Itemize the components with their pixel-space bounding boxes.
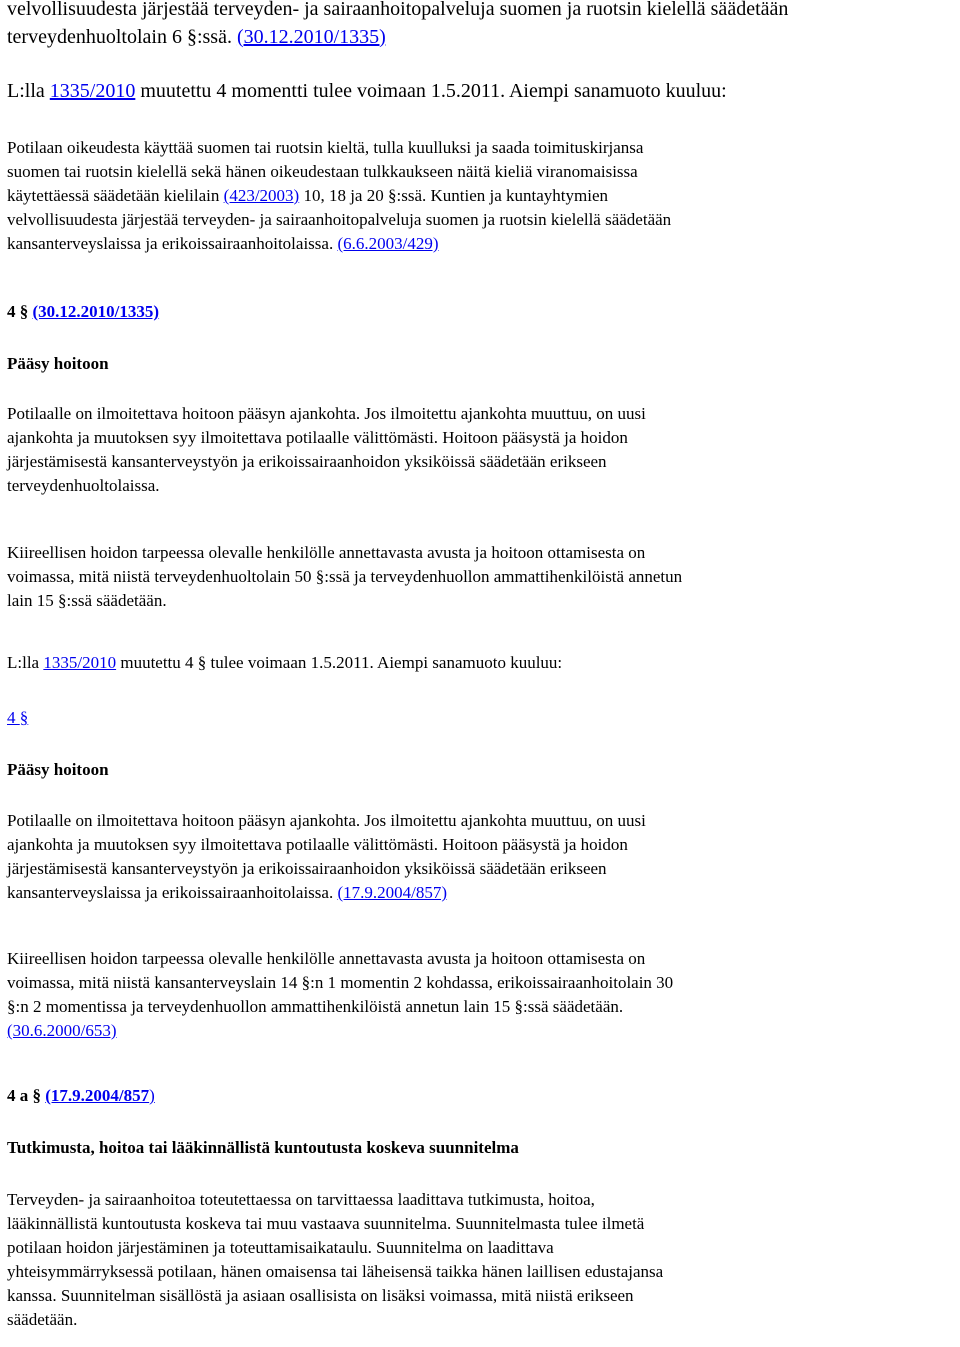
paragraph-urgent-care	[7, 541, 682, 613]
section-sign-icon: §	[19, 302, 29, 321]
section-link[interactable]: 4 §	[7, 708, 29, 727]
law-link[interactable]: (423/2003)	[223, 186, 300, 205]
law-link[interactable]: 1335/2010	[43, 653, 117, 672]
section-sign-icon: §	[514, 997, 524, 1016]
text-line	[7, 1019, 673, 1043]
text-line: ajankohta ja muutoksen syy ilmoitettava potilaalle välittömästi. Hoitoon pääsystä ja hoidon	[7, 835, 628, 854]
text-line: Potilaalle on ilmoitettava hoitoon pääsyn ajankohta. Jos ilmoitettu ajankohta muuttuu, on uusi	[7, 811, 646, 830]
old-section-number	[7, 706, 28, 730]
text-line: kanssa. Suunnitelman sisällöstä ja asiaan osallisista on lisäksi voimassa, mitä niistä erikseen	[7, 1286, 634, 1305]
paragraph-urgent-care-old	[7, 947, 673, 1043]
amendment-link[interactable]: (30.6.2000/653)	[7, 1021, 117, 1040]
text-line: L:lla 1335/2010 muutettu 4 momentti tulee voimaan 1.5.2011. Aiempi sanamuoto kuuluu:	[7, 80, 727, 102]
amendment-link[interactable]: (30.12.2010/1335)	[236, 25, 386, 48]
text-line: Potilaalle on ilmoitettava hoitoon pääsyn ajankohta. Jos ilmoitettu ajankohta muuttuu, on uusi	[7, 404, 646, 423]
text-line: järjestämisestä kansanterveystyön ja erikoissairaanhoidon yksiköissä säädetään erikseen	[7, 452, 607, 471]
text-line: yhteisymmärryksessä potilaan, hänen omaisensa tai läheisensä taikka hänen laillisen edustajansa	[7, 1262, 664, 1281]
amendment-link[interactable]: (6.6.2003/429)	[337, 234, 439, 253]
section-sign-icon: §	[301, 973, 311, 992]
amendment-note	[7, 651, 562, 675]
section-title: Pääsy hoitoon	[7, 760, 109, 779]
section-sign-icon: §	[19, 708, 29, 727]
paragraph-care-plan	[7, 1188, 663, 1332]
law-link[interactable]: 1335/2010	[49, 80, 136, 102]
paragraph-access-old	[7, 809, 646, 905]
text-line: Terveyden- ja sairaanhoitoa toteutettaessa on tarvittaessa laadittava tutkimusta, hoitoa,	[7, 1190, 595, 1209]
text-line: järjestämisestä kansanterveystyön ja erikoissairaanhoidon yksiköissä säädetään erikseen	[7, 859, 607, 878]
text-line: voimassa, mitä niistä terveydenhuoltolain 50 §:ssä ja terveydenhuollon ammattihenkilöistä annetun	[7, 567, 683, 586]
section-title: Pääsy hoitoon	[7, 354, 109, 373]
text-line: suomen tai ruotsin kielellä sekä hänen oikeudestaan tulkkaukseen näitä kieliä viranomaisissa	[7, 162, 638, 181]
amendment-link[interactable]: (30.12.2010/1335)	[32, 302, 160, 321]
amendment-link[interactable]: (17.9.2004/857)	[337, 883, 448, 902]
section-sign-icon: §	[387, 186, 397, 205]
section-title: Tutkimusta, hoitoa tai lääkinnällistä kuntoutusta koskeva suunnitelma	[7, 1138, 519, 1157]
text-line: §:n 2 momentissa ja terveydenhuollon ammattihenkilöistä annetun lain 15 §:ssä säädetään.	[7, 997, 624, 1016]
text-line: voimassa, mitä niistä kansanterveyslain 14 §:n 1 momentin 2 kohdassa, erikoissairaanhoitolain 30	[7, 973, 674, 992]
text-line: L:lla 1335/2010 muutettu 4 § tulee voimaan 1.5.2011. Aiempi sanamuoto kuuluu:	[7, 653, 563, 672]
paragraph-language-rights	[7, 136, 671, 256]
text-line: Kiireellisen hoidon tarpeessa olevalle henkilölle annettavasta avusta ja hoitoon ottamisesta on	[7, 949, 646, 968]
section-sign-icon: §	[197, 653, 207, 672]
text-line: lain 15 §:ssä säädetään.	[7, 591, 167, 610]
text-line: lääkinnällistä kuntoutusta koskeva tai muu vastaava suunnitelma. Suunnitelmasta tulee ilmetä	[7, 1214, 645, 1233]
text-line: terveydenhuoltolaissa.	[7, 476, 160, 495]
paragraph-continuation	[7, 0, 788, 51]
section-number: 4 a § (17.9.2004/857)	[7, 1086, 155, 1105]
section-sign-icon: §	[32, 1086, 41, 1105]
text-line: kansanterveyslaissa ja erikoissairaanhoitolaissa. (6.6.2003/429)	[7, 234, 439, 253]
text-line: kansanterveyslaissa ja erikoissairaanhoitolaissa. (17.9.2004/857)	[7, 883, 448, 902]
section-sign-icon: §	[186, 25, 197, 48]
text-line: velvollisuudesta järjestää terveyden- ja sairaanhoitopalveluja suomen ja ruotsin kielellä säädetään	[7, 210, 672, 229]
section-sign-icon: §	[315, 567, 325, 586]
text-line: velvollisuudesta järjestää terveyden- ja sairaanhoitopalveluja suomen ja ruotsin kielellä säädetään	[7, 0, 789, 20]
text-line: ajankohta ja muutoksen syy ilmoitettava potilaalle välittömästi. Hoitoon pääsystä ja hoidon	[7, 428, 628, 447]
text-line: Kiireellisen hoidon tarpeessa olevalle henkilölle annettavasta avusta ja hoitoon ottamisesta on	[7, 543, 646, 562]
paragraph-access	[7, 402, 646, 498]
text-line: Potilaan oikeudesta käyttää suomen tai ruotsin kieltä, tulla kuulluksi ja saada toimituskirjansa	[7, 138, 644, 157]
section-sign-icon: §	[58, 591, 67, 610]
text-line: terveydenhuoltolain 6 §:ssä. (30.12.2010/1335)	[7, 25, 386, 48]
text-line: käytettäessä säädetään kielilain (423/2003) 10, 18 ja 20 §:ssä. Kuntien ja kuntayhtymien	[7, 186, 609, 205]
amendment-link[interactable]: (17.9.2004/857)	[45, 1086, 155, 1105]
text-line: potilaan hoidon järjestäminen ja toteuttamisaikataulu. Suunnitelma on laadittava	[7, 1238, 554, 1257]
section-number: 4 § (30.12.2010/1335)	[7, 302, 160, 321]
amendment-note	[7, 78, 727, 106]
text-line: säädetään.	[7, 1310, 78, 1329]
section-sign-icon: §	[7, 997, 16, 1016]
